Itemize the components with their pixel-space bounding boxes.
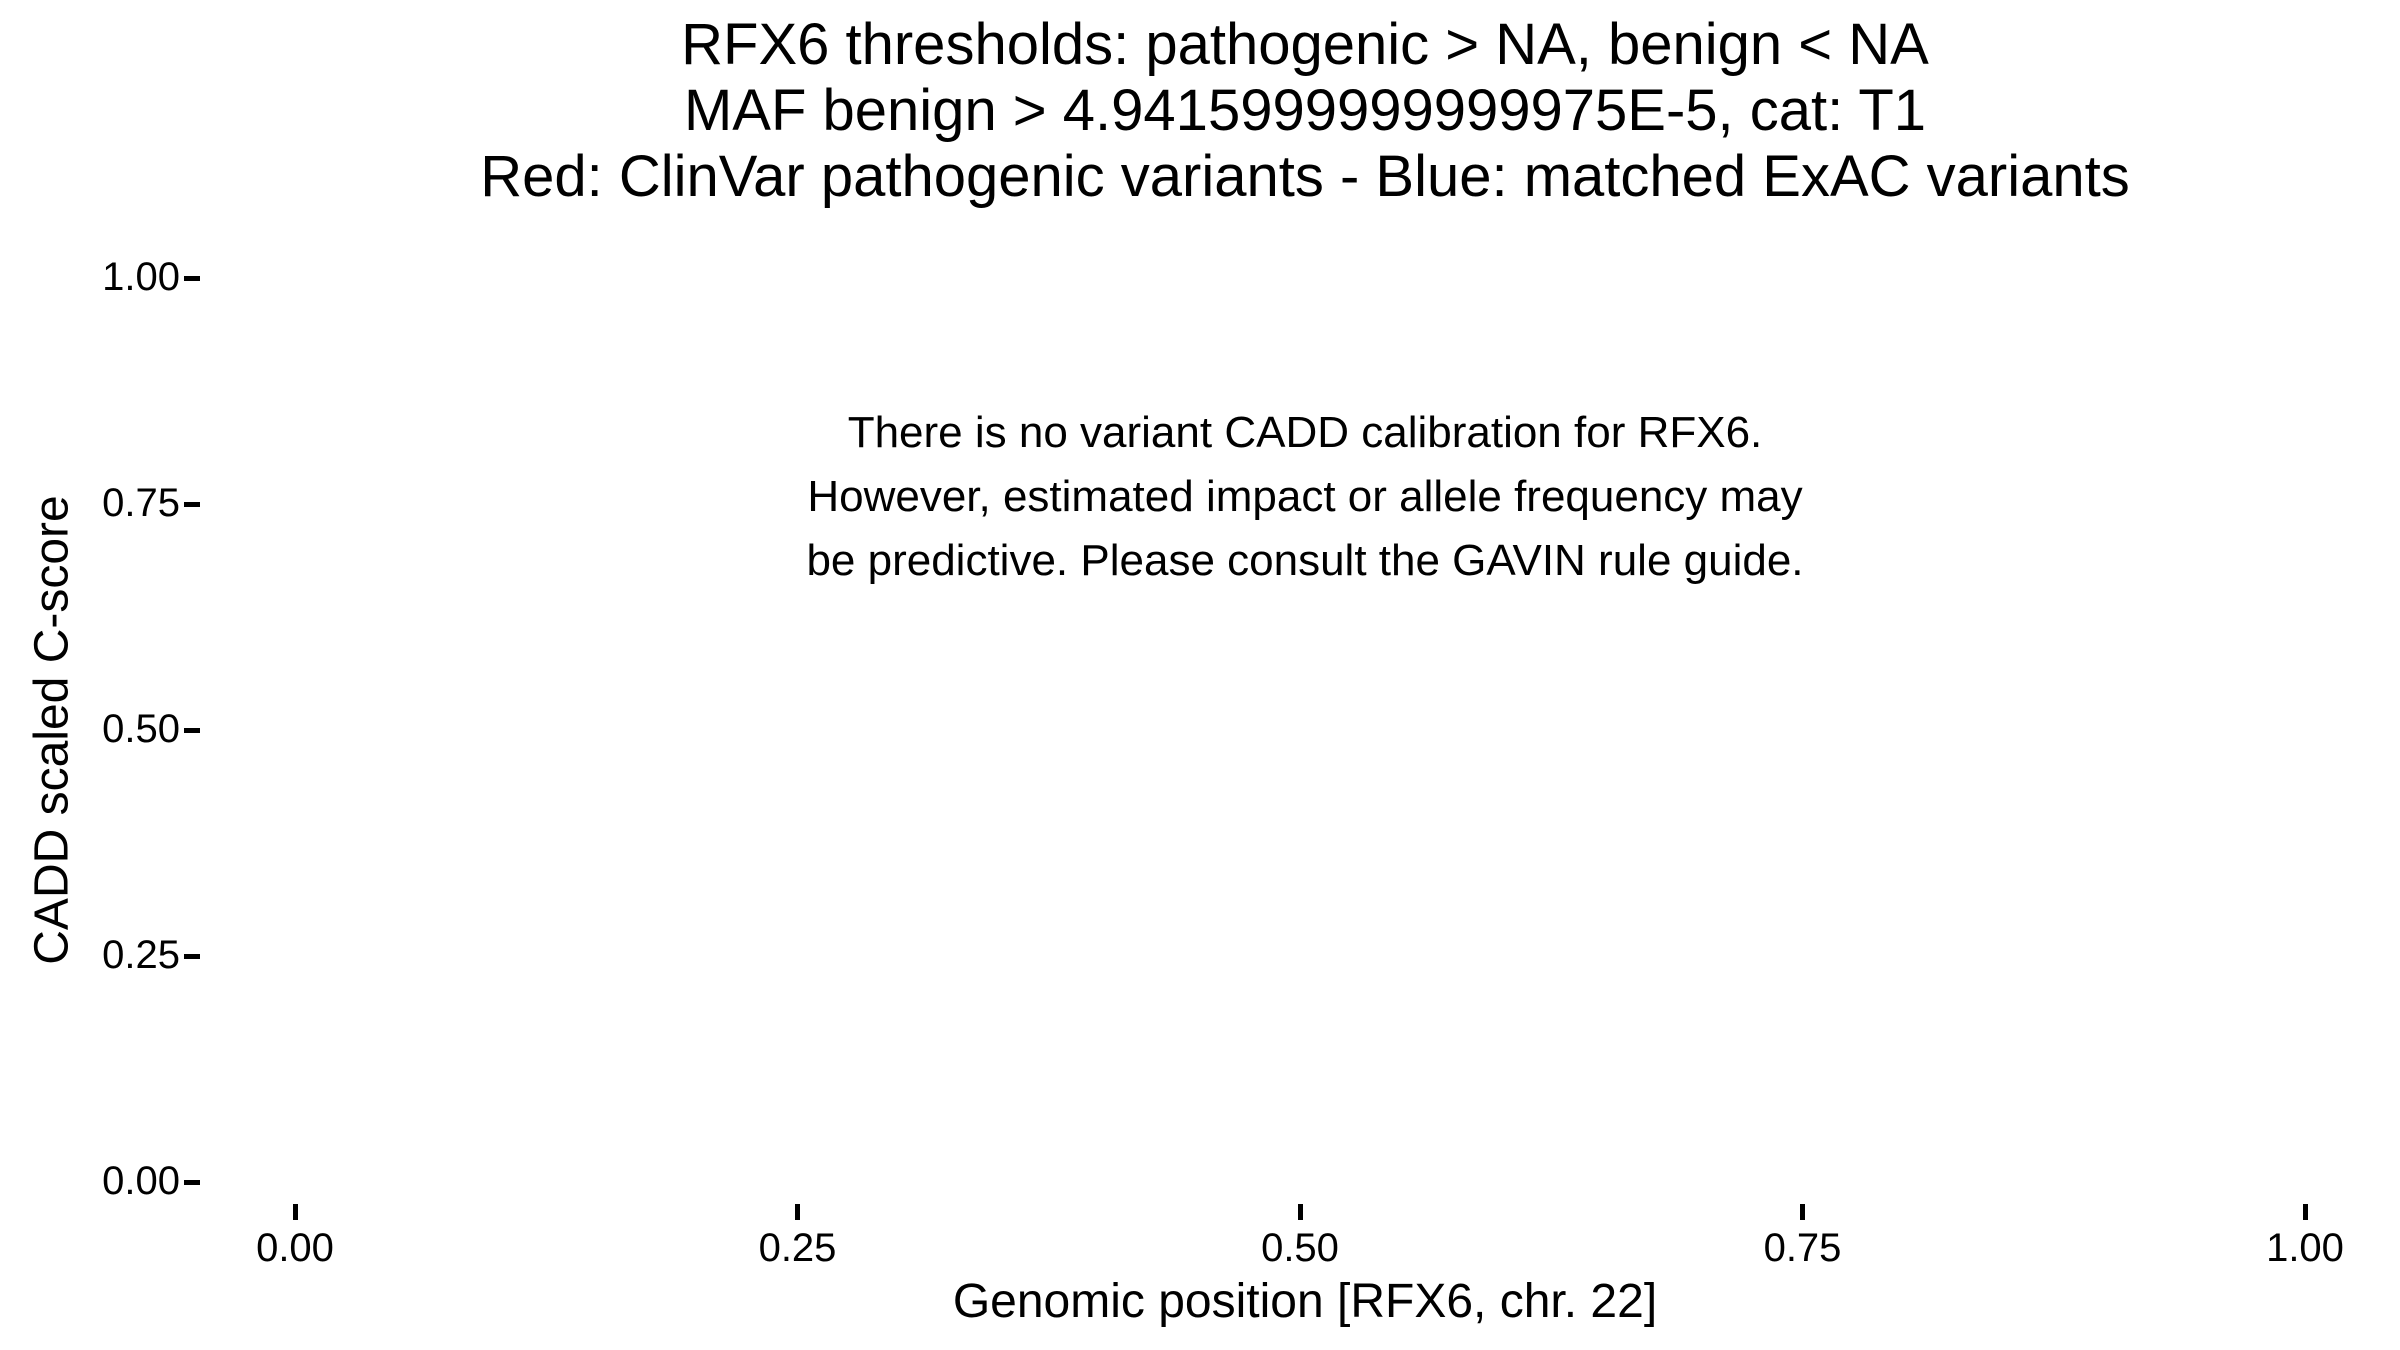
x-tick-mark: [1800, 1204, 1805, 1220]
y-tick-label: 0.75: [102, 481, 180, 526]
plot-annotation-line-3: be predictive. Please consult the GAVIN rule guide.: [806, 536, 1804, 585]
y-tick-label: 1.00: [102, 255, 180, 300]
y-tick-mark: [184, 276, 200, 281]
x-tick-label: 0.00: [256, 1226, 334, 1270]
y-tick-label: 0.50: [102, 707, 180, 752]
plot-title: [210, 12, 2400, 210]
y-tick-label: 0.00: [102, 1159, 180, 1204]
plot-annotation: [305, 401, 2305, 593]
y-tick-mark: [184, 954, 200, 959]
x-tick-label: 0.25: [758, 1226, 837, 1270]
y-axis-title: CADD scaled C-score: [25, 495, 79, 965]
x-tick-mark: [1298, 1204, 1303, 1220]
plot-annotation-line-2: However, estimated impact or allele frequency may: [807, 472, 1803, 521]
plot-title-line-1: RFX6 thresholds: pathogenic > NA, benign < NA: [681, 12, 1929, 77]
x-tick-label: 0.75: [1763, 1226, 1842, 1270]
x-axis-title: Genomic position [RFX6, chr. 22]: [952, 1275, 1658, 1328]
y-tick-mark: [184, 502, 200, 507]
y-tick-label: 0.25: [102, 933, 180, 978]
x-tick-mark: [293, 1204, 298, 1220]
y-tick-mark: [184, 1180, 200, 1185]
x-tick-mark: [2303, 1204, 2308, 1220]
plot-title-line-3: Red: ClinVar pathogenic variants - Blue: matched ExAC variants: [480, 144, 2130, 209]
x-tick-label: 0.50: [1261, 1226, 1339, 1270]
plot-annotation-line-1: There is no variant CADD calibration for RFX6.: [847, 408, 1763, 457]
plot-title-line-2: MAF benign > 4.9415999999999975E-5, cat: T1: [683, 78, 1926, 143]
x-tick-label: 1.00: [2266, 1226, 2344, 1270]
x-tick-mark: [795, 1204, 800, 1220]
y-tick-mark: [184, 728, 200, 733]
